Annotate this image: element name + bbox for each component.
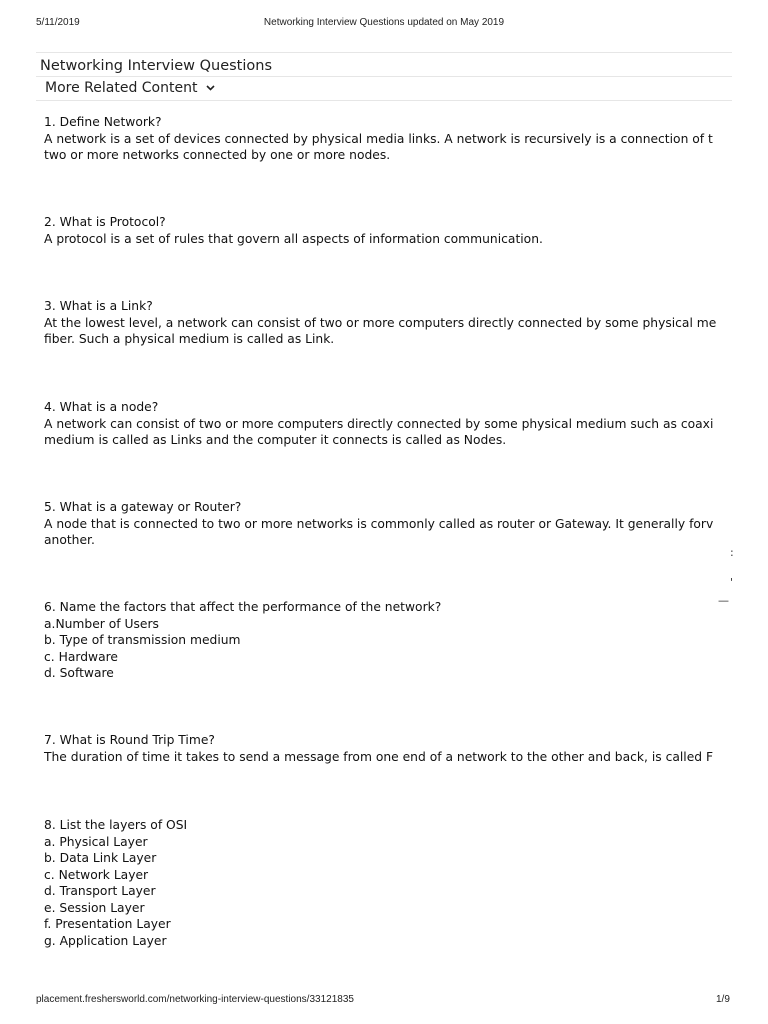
edge-fragment-mark: : (730, 546, 734, 559)
answer-line: b. Data Link Layer (44, 851, 157, 865)
title-block (36, 52, 732, 101)
qa-item-3 (44, 298, 732, 348)
print-title: Networking Interview Questions updated on May 2019 (263, 17, 505, 28)
print-url: placement.freshersworld.com/networking-interview-questions/33121835 (36, 994, 354, 1005)
answer-line: a. Physical Layer (44, 834, 148, 849)
question-5: 5. What is a gateway or Router? (44, 500, 242, 514)
more-related-content-dropdown[interactable] (36, 77, 732, 101)
answer-line: two or more networks connected by one or more nodes. (44, 148, 391, 162)
qa-item-2 (44, 214, 732, 247)
answer-line: fiber. Such a physical medium is called as Link. (44, 332, 335, 346)
answer-line: medium is called as Links and the computer it connects is called as Nodes. (44, 433, 507, 447)
answer-line: c. Hardware (44, 649, 118, 664)
qa-item-6 (44, 599, 732, 682)
question-3: 3. What is a Link? (44, 299, 153, 313)
print-date: 5/11/2019 (36, 17, 80, 28)
answer-line: g. Application Layer (44, 933, 167, 948)
answer-line: b. Type of transmission medium (44, 633, 241, 647)
answer-line: e. Session Layer (44, 900, 145, 915)
answer-line: A network can consist of two or more computers directly connected by some physical medium such as coaxi (44, 416, 714, 431)
answer-line: a.Number of Users (44, 616, 159, 631)
edge-fragment-mark: ' (730, 576, 734, 589)
page-content (36, 52, 732, 982)
print-footer (0, 990, 768, 1020)
qa-item-8 (44, 817, 732, 949)
page-title: Networking Interview Questions (36, 53, 732, 77)
qa-item-7 (44, 732, 732, 765)
qa-item-4 (44, 399, 732, 449)
answer-line: d. Software (44, 666, 114, 680)
answer-line: f. Presentation Layer (44, 917, 171, 931)
answer-line: The duration of time it takes to send a message from one end of a network to the other and back, is called F (44, 749, 714, 764)
question-8: 8. List the layers of OSI (44, 818, 188, 832)
answer-line: A network is a set of devices connected by physical media links. A network is recursively is a connection of t (44, 131, 713, 146)
question-7: 7. What is Round Trip Time? (44, 733, 215, 747)
answer-line: another. (44, 533, 95, 547)
question-6: 6. Name the factors that affect the performance of the network? (44, 600, 442, 614)
print-header (0, 0, 768, 40)
question-1: 1. Define Network? (44, 115, 162, 129)
question-4: 4. What is a node? (44, 400, 159, 414)
qa-item-1 (44, 114, 732, 164)
answer-line: A protocol is a set of rules that govern all aspects of information communication. (44, 231, 543, 246)
answer-line: d. Transport Layer (44, 884, 156, 898)
more-related-content-label: More Related Content (45, 80, 198, 96)
answer-line: c. Network Layer (44, 867, 149, 882)
answer-line: A node that is connected to two or more networks is commonly called as router or Gateway. It generally forv (44, 516, 714, 531)
question-2: 2. What is Protocol? (44, 215, 166, 229)
edge-fragment-dash: — (718, 594, 729, 607)
answer-line: At the lowest level, a network can consist of two or more computers directly connected by some physical me (44, 315, 717, 330)
chevron-down-icon (206, 80, 215, 98)
qa-item-5 (44, 499, 732, 549)
page-number: 1/9 (716, 994, 730, 1005)
